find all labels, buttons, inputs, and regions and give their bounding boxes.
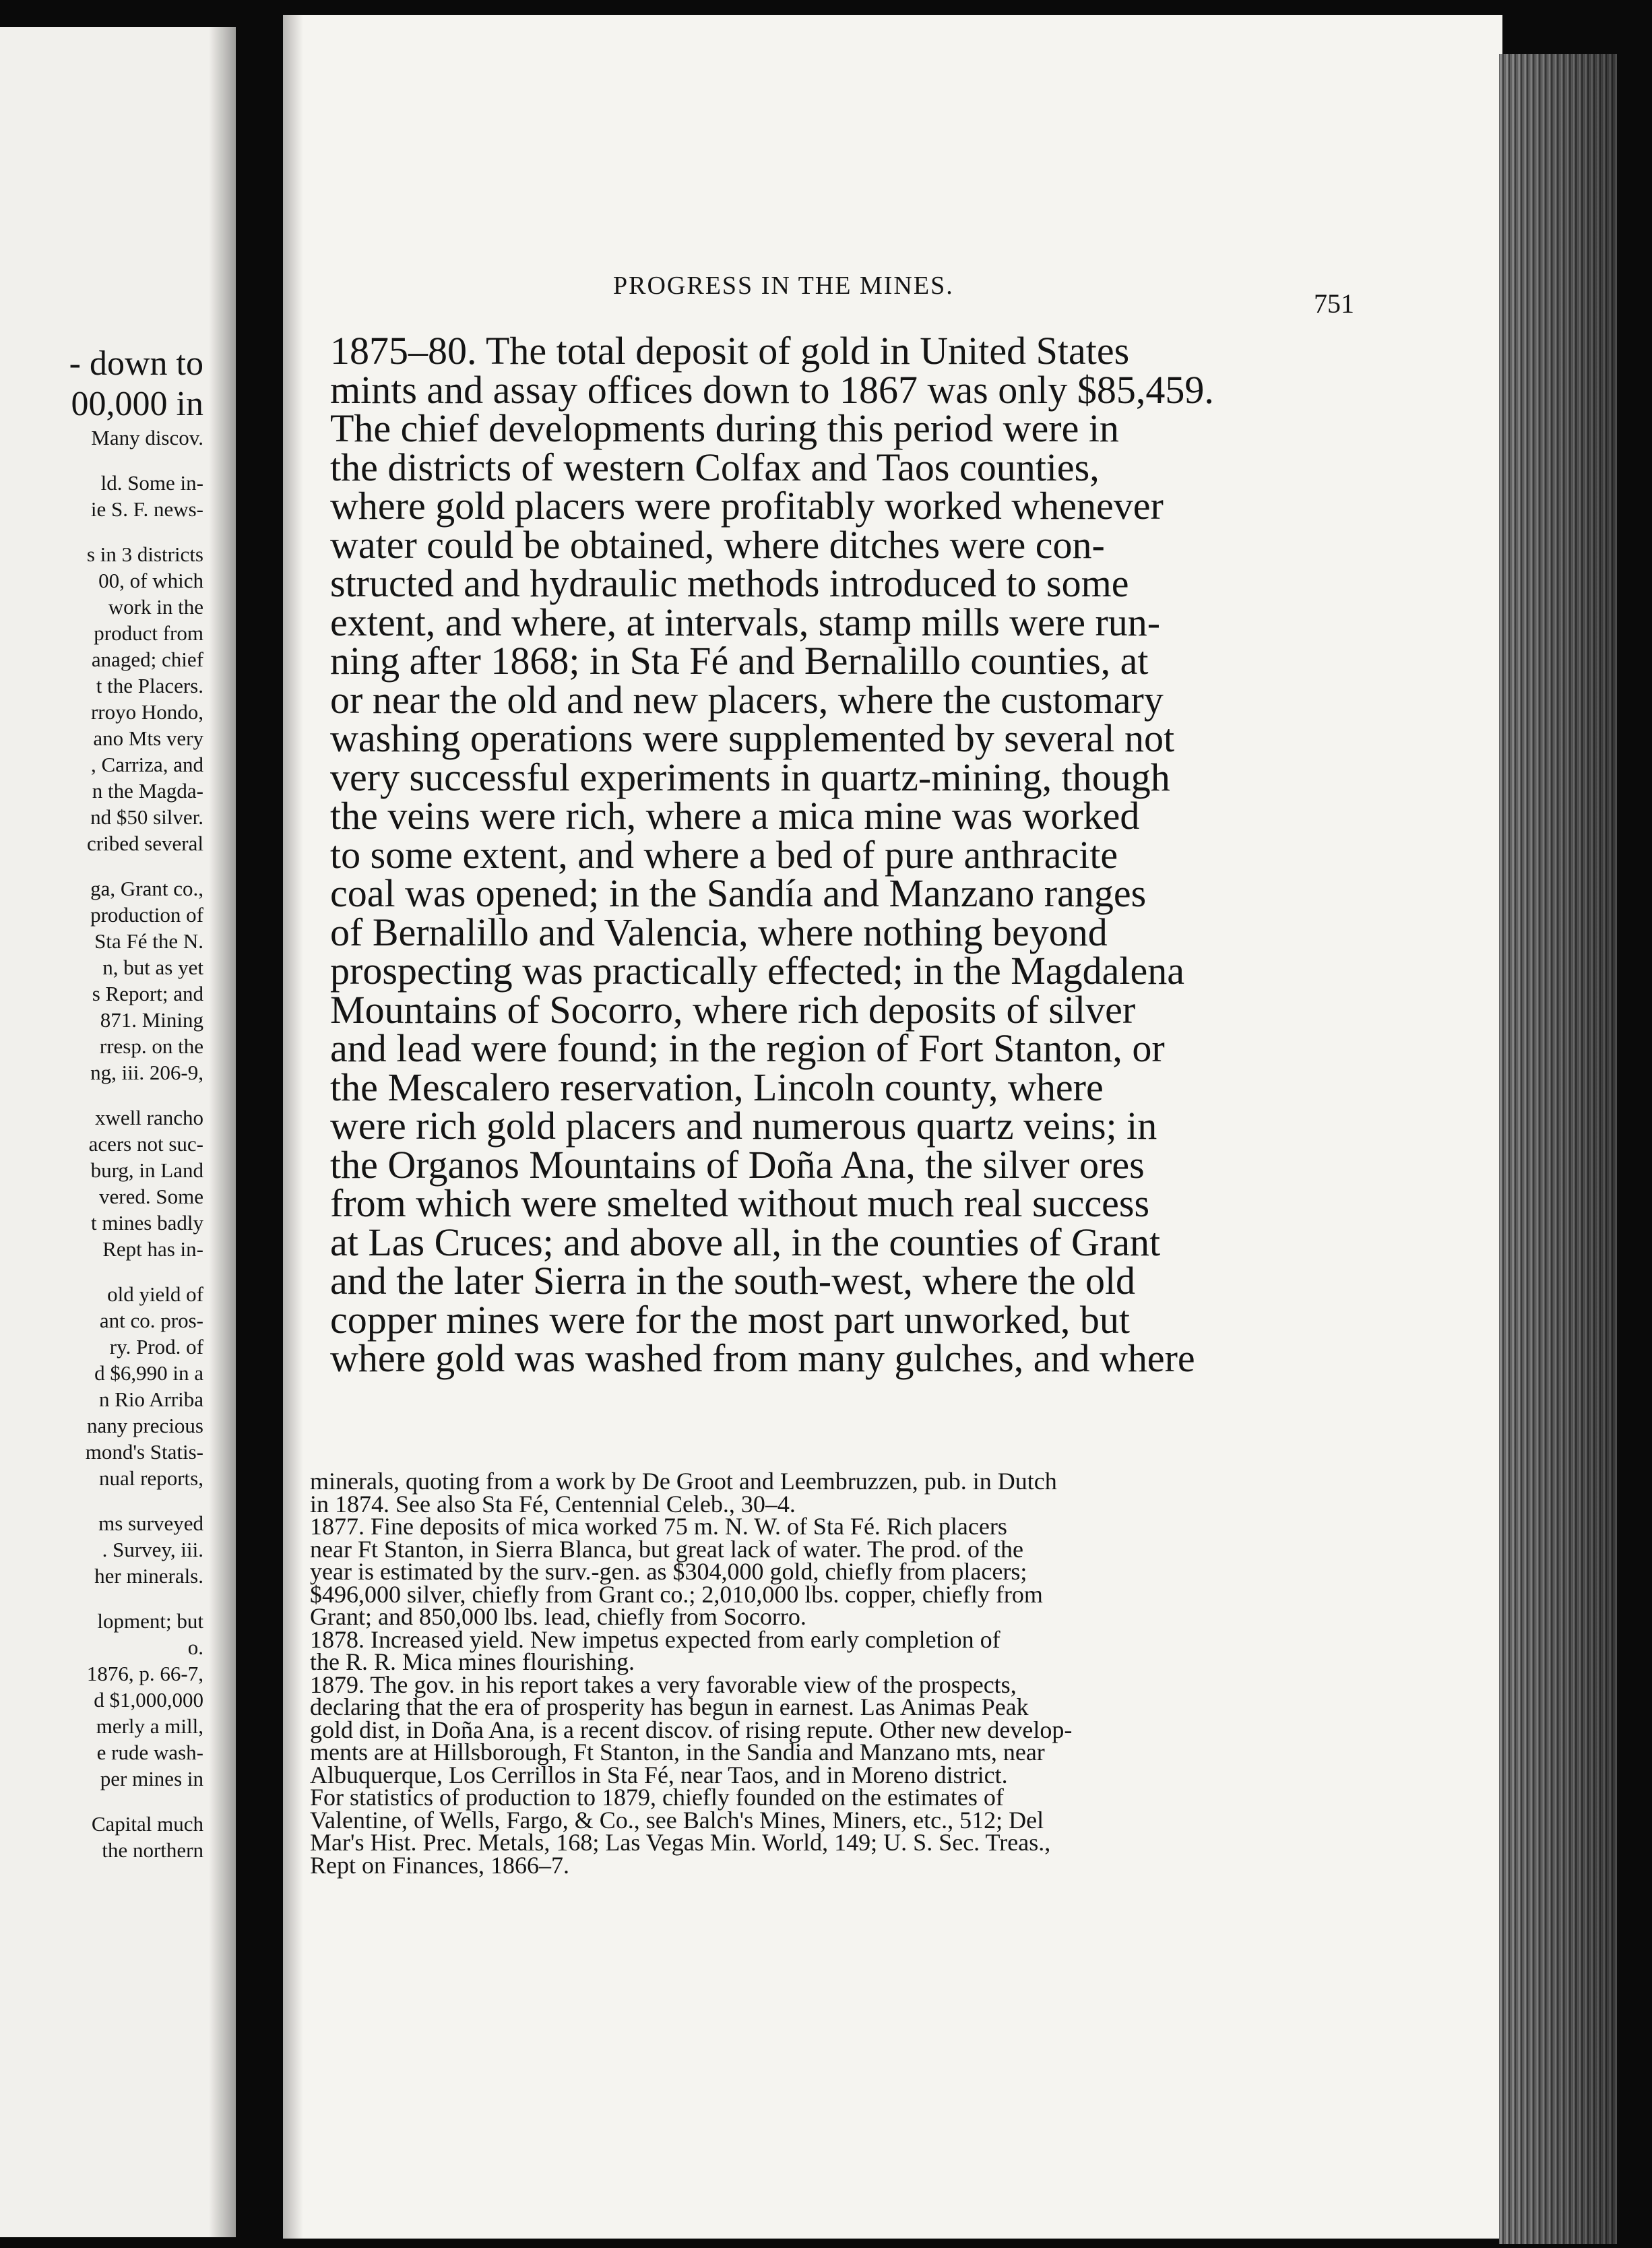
facing-page-line: nual reports,	[99, 1466, 203, 1490]
body-line: ning after 1868; in Sta Fé and Bernalillo counties, at	[330, 639, 1149, 683]
body-line: washing operations were supplemented by several not	[330, 716, 1175, 760]
facing-page-line: xwell rancho	[95, 1106, 203, 1129]
facing-page-line: merly a mill,	[96, 1714, 203, 1738]
body-line: and the later Sierra in the south-west, where the old	[330, 1259, 1136, 1303]
facing-page-line: 871. Mining	[100, 1008, 203, 1032]
facing-page-line: cribed several	[87, 832, 203, 855]
body-line: mints and assay offices down to 1867 was only $85,459.	[330, 367, 1214, 412]
facing-page-line: 00, of which	[98, 569, 203, 592]
binding-shadow	[283, 15, 303, 2239]
body-line: the veins were rich, where a mica mine was worked	[330, 794, 1140, 838]
body-line: copper mines were for the most part unworked, but	[330, 1297, 1131, 1342]
page-gutter-shadow	[209, 27, 236, 2237]
facing-page-line: acers not suc-	[88, 1132, 203, 1156]
footnote-line: 1879. The gov. in his report takes a very favorable view of the prospects,	[310, 1671, 1017, 1698]
facing-page-text	[0, 344, 203, 1863]
body-line: at Las Cruces; and above all, in the counties of Grant	[330, 1220, 1161, 1264]
body-line: very successful experiments in quartz-mining, though	[330, 755, 1170, 799]
body-line: from which were smelted without much real success	[330, 1181, 1150, 1225]
footnote-line: year is estimated by the surv.-gen. as $304,000 gold, chiefly from placers;	[310, 1558, 1027, 1585]
facing-page-line: mond's Statis-	[85, 1440, 203, 1464]
page-edges	[1499, 54, 1617, 2244]
body-line: structed and hydraulic methods introduced to some	[330, 561, 1129, 605]
body-line: The chief developments during this period were in	[330, 406, 1119, 450]
facing-page-line: rresp. on the	[99, 1034, 203, 1058]
body-line: or near the old and new placers, where the customary	[330, 677, 1164, 722]
facing-page-line: ld. Some in-	[100, 471, 203, 495]
footnote-line: 1877. Fine deposits of mica worked 75 m. N. W. of Sta Fé. Rich placers	[310, 1513, 1007, 1540]
footnote-line: For statistics of production to 1879, chiefly founded on the estimates of	[310, 1784, 1004, 1811]
body-line: where gold placers were profitably worked whenever	[330, 484, 1164, 528]
facing-page-line: nany precious	[86, 1414, 203, 1437]
facing-page-line: rroyo Hondo,	[90, 700, 203, 724]
facing-page-line: n Rio Arriba	[99, 1387, 203, 1411]
facing-page-line: anaged; chief	[91, 648, 203, 671]
footnote-line: Albuquerque, Los Cerrillos in Sta Fé, near Taos, and in Moreno district.	[310, 1761, 1008, 1788]
footnote-line: near Ft Stanton, in Sierra Blanca, but great lack of water. The prod. of the	[310, 1535, 1024, 1563]
facing-page-line: 1876, p. 66-7,	[86, 1662, 203, 1685]
facing-page-line	[0, 451, 203, 470]
body-line: to some extent, and where a bed of pure anthracite	[330, 832, 1118, 877]
facing-page-line: t the Placers.	[96, 674, 203, 697]
footnote-line: the R. R. Mica mines flourishing.	[310, 1648, 635, 1675]
body-line: coal was opened; in the Sandía and Manzano ranges	[330, 871, 1147, 915]
facing-page-line: Sta Fé the N.	[94, 929, 203, 953]
facing-page-line: Capital much	[91, 1812, 203, 1836]
footnote-line: Mar's Hist. Prec. Metals, 168; Las Vegas Min. World, 149; U. S. Sec. Treas.,	[310, 1829, 1051, 1856]
body-line: the districts of western Colfax and Taos counties,	[330, 445, 1100, 489]
facing-page-line: ano Mts very	[93, 726, 203, 750]
footnote-line: ments are at Hillsborough, Ft Stanton, in the Sandia and Manzano mts, near	[310, 1739, 1045, 1766]
body-line: Mountains of Socorro, where rich deposits of silver	[330, 987, 1136, 1032]
book-page	[283, 15, 1502, 2239]
facing-page-line: , Carriza, and	[91, 753, 203, 776]
body-line: the Organos Mountains of Doña Ana, the silver ores	[330, 1142, 1145, 1187]
facing-page-line: vered. Some	[99, 1185, 203, 1208]
facing-page-line: nd $50 silver.	[90, 805, 203, 829]
facing-page-line: 00,000 in	[71, 385, 203, 423]
footnote-line: Valentine, of Wells, Fargo, & Co., see Balch's Mines, Miners, etc., 512; Del	[310, 1806, 1044, 1834]
facing-page-line: o.	[187, 1635, 203, 1659]
body-line: water could be obtained, where ditches were con-	[330, 522, 1105, 567]
facing-page-line: production of	[90, 903, 203, 927]
facing-page-line	[0, 1086, 203, 1104]
footnotes	[310, 1470, 1523, 1877]
footnote-line: Rept on Finances, 1866–7.	[310, 1851, 569, 1879]
facing-page-line: ng, iii. 206-9,	[90, 1061, 203, 1084]
facing-page-line: product from	[94, 621, 203, 645]
facing-page-line	[0, 856, 203, 875]
body-line: prospecting was practically effected; in the Magdalena	[330, 949, 1184, 993]
facing-page-line: old yield of	[107, 1282, 203, 1306]
running-head: PROGRESS IN THE MINES.	[613, 272, 954, 300]
facing-page-line: d $1,000,000	[94, 1688, 203, 1712]
facing-page-line: s Report; and	[92, 982, 203, 1005]
footnote-line: 1878. Increased yield. New impetus expected from early completion of	[310, 1625, 1000, 1653]
facing-page-line: ms surveyed	[98, 1511, 203, 1535]
footnote-line: declaring that the era of prosperity has begun in earnest. Las Animas Peak	[310, 1693, 1029, 1720]
facing-page-line: e rude wash-	[96, 1741, 203, 1764]
facing-page-line: work in the	[108, 595, 203, 619]
body-line: where gold was washed from many gulches, and where	[330, 1336, 1195, 1380]
page-number: 751	[1314, 288, 1354, 319]
body-line: extent, and where, at intervals, stamp mills were run-	[330, 600, 1161, 644]
facing-page-line	[0, 1589, 203, 1608]
facing-page-line: d $6,990 in a	[94, 1361, 203, 1385]
facing-page-line: lopment; but	[97, 1609, 203, 1633]
facing-page-line: burg, in Land	[90, 1158, 203, 1182]
facing-page-line: ie S. F. news-	[90, 497, 203, 521]
footnote-line: in 1874. See also Sta Fé, Centennial Celeb., 30–4.	[310, 1490, 796, 1518]
body-text	[330, 329, 1543, 1380]
body-line: of Bernalillo and Valencia, where nothing beyond	[330, 910, 1108, 954]
facing-page-line: s in 3 districts	[86, 542, 203, 566]
facing-page-line: the northern	[102, 1838, 203, 1862]
facing-page-line: her minerals.	[94, 1564, 203, 1588]
body-line: 1875–80. The total deposit of gold in United States	[330, 329, 1130, 373]
body-line: were rich gold placers and numerous quartz veins; in	[330, 1104, 1157, 1148]
facing-page-line: ga, Grant co.,	[90, 877, 203, 900]
facing-page-line: . Survey, iii.	[102, 1538, 203, 1561]
facing-page-line: - down to	[69, 344, 203, 383]
footnote-line: Grant; and 850,000 lbs. lead, chiefly from Socorro.	[310, 1603, 806, 1630]
facing-page-line: per mines in	[100, 1767, 203, 1790]
facing-page-line: Many discov.	[91, 426, 203, 449]
footnote-line: minerals, quoting from a work by De Groot and Leembruzzen, pub. in Dutch	[310, 1468, 1057, 1495]
footnote-line: gold dist, in Doña Ana, is a recent discov. of rising repute. Other new develop-	[310, 1716, 1073, 1743]
facing-page-line: Rept has in-	[102, 1237, 203, 1261]
facing-page-line	[0, 1792, 203, 1811]
facing-page-line	[0, 522, 203, 541]
facing-page-line: n the Magda-	[92, 779, 203, 803]
facing-page-left	[0, 27, 236, 2237]
facing-page-line	[0, 1491, 203, 1510]
facing-page-line: ant co. pros-	[99, 1309, 203, 1332]
facing-page-line: n, but as yet	[102, 956, 203, 979]
body-line: the Mescalero reservation, Lincoln county, where	[330, 1065, 1104, 1109]
facing-page-line: ry. Prod. of	[109, 1335, 203, 1359]
facing-page-line	[0, 1262, 203, 1281]
facing-page-line: t mines badly	[90, 1211, 203, 1235]
footnote-line: $496,000 silver, chiefly from Grant co.; 2,010,000 lbs. copper, chiefly from	[310, 1580, 1043, 1608]
body-line: and lead were found; in the region of Fort Stanton, or	[330, 1026, 1165, 1070]
